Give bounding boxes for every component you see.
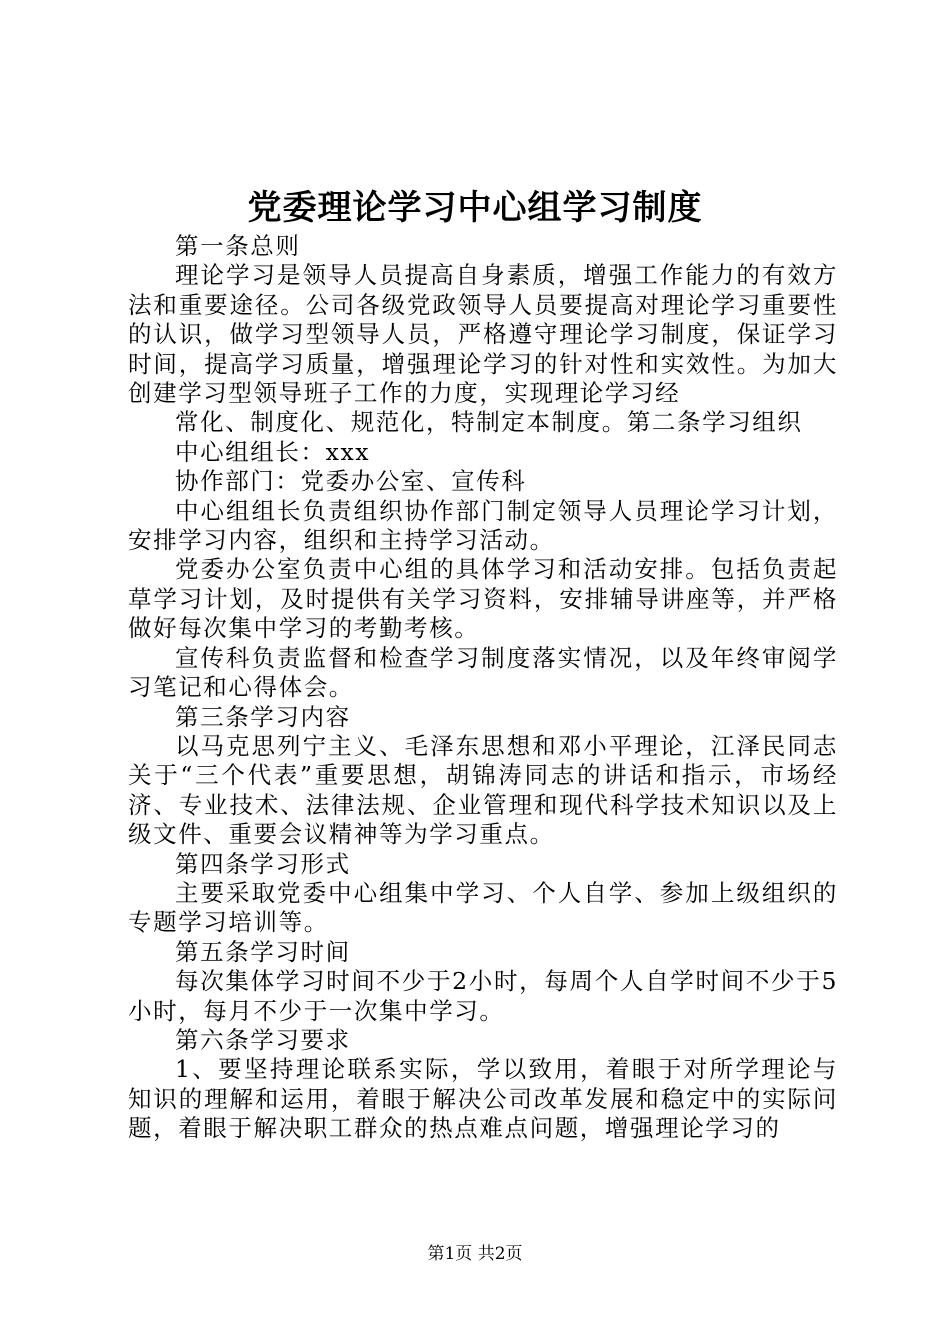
- paragraph: 常化、制度化、规范化，特制定本制度。第二条学习组织: [175, 408, 803, 437]
- paragraph: 中心组组长负责组织协作部门制定领导人员理论学习计划，安排学习内容，组织和主持学习活动。: [128, 496, 838, 555]
- page-footer: 第1页 共2页: [427, 1244, 523, 1264]
- paragraph: 中心组组长：xxx: [175, 437, 371, 466]
- paragraph: 党委办公室负责中心组的具体学习和活动安排。包括负责起草学习计划，及时提供有关学习资料，安排辅导讲座等，并严格做好每次集中学习的考勤考核。: [128, 555, 838, 643]
- section-heading: 第一条总则: [175, 232, 301, 260]
- section-heading: 第三条学习内容: [175, 702, 351, 731]
- section-heading: 第五条学习时间: [175, 937, 351, 966]
- paragraph: 协作部门：党委办公室、宣传科: [175, 467, 527, 496]
- paragraph: 每次集体学习时间不少于2小时，每周个人自学时间不少于5小时，每月不少于一次集中学习。: [128, 967, 838, 1025]
- paragraph: 理论学习是领导人员提高自身素质，增强工作能力的有效方法和重要途径。公司各级党政领导人员要提高对理论学习重要性的认识，做学习型领导人员，严格遵守理论学习制度，保证学习时间，提高学习质量，增强理论学习的针对性和实效性。为加大创建学习型领导班子工作的力度，实现理论学习经: [128, 261, 838, 408]
- section-heading: 第四条学习形式: [175, 849, 351, 878]
- paragraph: 1、要坚持理论联系实际，学以致用，着眼于对所学理论与知识的理解和运用，着眼于解决公司改革发展和稳定中的实际问题，着眼于解决职工群众的热点难点问题，增强理论学习的: [128, 1055, 838, 1143]
- document-body: [128, 232, 838, 1144]
- paragraph: 宣传科负责监督和检查学习制度落实情况，以及年终审阅学习笔记和心得体会。: [128, 643, 838, 702]
- paragraph: 主要采取党委中心组集中学习、个人自学、参加上级组织的专题学习培训等。: [128, 878, 838, 937]
- paragraph: 以马克思列宁主义、毛泽东思想和邓小平理论，江泽民同志关于“三个代表”重要思想，胡锦涛同志的讲话和指示，市场经济、专业技术、法律法规、企业管理和现代科学技术知识以及上级文件、重要会议精神等为学习重点。: [128, 731, 838, 849]
- document-title: 党委理论学习中心组学习制度: [247, 188, 703, 228]
- section-heading: 第六条学习要求: [175, 1025, 351, 1054]
